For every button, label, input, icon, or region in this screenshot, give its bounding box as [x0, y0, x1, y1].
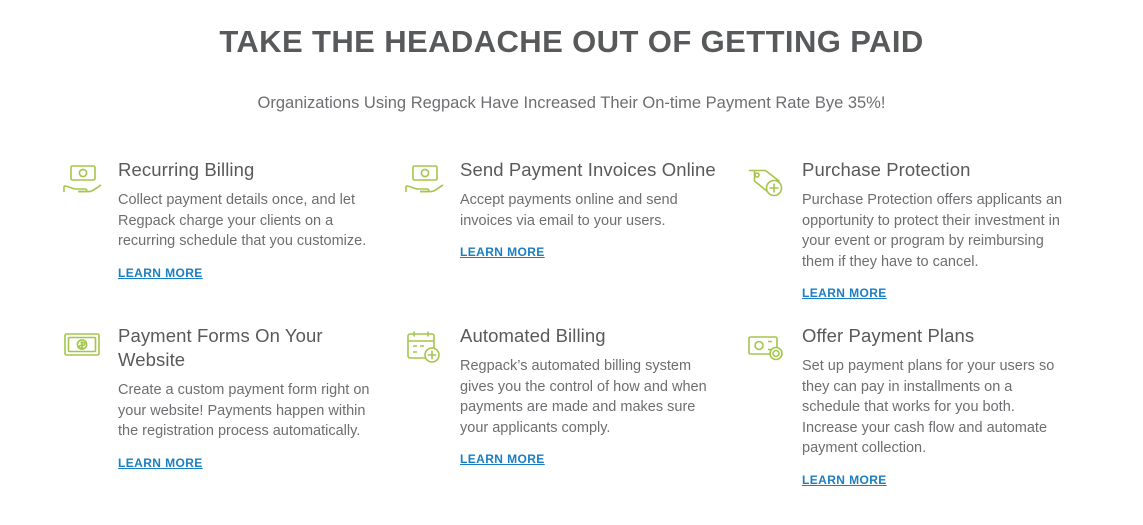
feature-body [802, 158, 1064, 302]
feature-card-recurring-billing [62, 158, 404, 302]
feature-title: Recurring Billing [118, 159, 255, 180]
feature-card-payment-forms-on-your-website [62, 324, 404, 489]
feature-body [118, 324, 380, 472]
money-hand-icon [404, 158, 460, 200]
feature-title: Offer Payment Plans [802, 325, 975, 346]
learn-more-link[interactable]: LEARN MORE [802, 472, 887, 487]
calendar-plus-icon [404, 324, 460, 366]
feature-body [460, 324, 722, 468]
feature-title: Purchase Protection [802, 159, 971, 180]
feature-body [460, 158, 722, 261]
feature-description: Purchase Protection offers applicants an opportunity to protect their investment in your event or program by reimbursing them if they have to cancel. [802, 192, 1063, 270]
money-hand-icon [62, 158, 118, 200]
feature-description: Set up payment plans for your users so they can pay in installments on a schedule that works for you both. Increase your cash flow and automate payment collection. [802, 358, 1055, 456]
learn-more-link[interactable]: LEARN MORE [118, 455, 203, 470]
feature-title: Automated Billing [460, 325, 606, 346]
cash-coins-icon [746, 324, 802, 366]
page-title: TAKE THE HEADACHE OUT OF GETTING PAID [219, 24, 924, 59]
feature-card-automated-billing [404, 324, 746, 489]
feature-description: Accept payments online and send invoices via email to your users. [460, 192, 678, 229]
payments-feature-section [0, 23, 1143, 525]
feature-title: Payment Forms On Your Website [118, 325, 323, 370]
feature-description: Collect payment details once, and let Regpack charge your clients on a recurring schedule that you customize. [118, 192, 367, 249]
learn-more-link[interactable]: LEARN MORE [460, 452, 545, 466]
feature-description: Regpack’s automated billing system gives you the control of how and when payments are made and makes sure your applicants comply. [460, 358, 707, 436]
feature-body [118, 158, 380, 282]
feature-card-offer-payment-plans [746, 324, 1088, 489]
feature-title: Send Payment Invoices Online [460, 159, 716, 180]
feature-card-send-payment-invoices-online [404, 158, 746, 302]
learn-more-link[interactable]: LEARN MORE [802, 286, 887, 300]
feature-body [802, 324, 1064, 489]
price-tag-plus-icon [746, 158, 802, 200]
dollar-bill-icon [62, 324, 118, 366]
feature-description: Create a custom payment form right on your website! Payments happen within the registration process automatically. [118, 382, 370, 439]
feature-card-purchase-protection [746, 158, 1088, 302]
learn-more-link[interactable]: LEARN MORE [460, 245, 545, 259]
page-subtitle: Organizations Using Regpack Have Increased Their On-time Payment Rate Bye 35%! [257, 94, 886, 112]
feature-grid [0, 158, 1143, 489]
learn-more-link[interactable]: LEARN MORE [118, 265, 203, 280]
